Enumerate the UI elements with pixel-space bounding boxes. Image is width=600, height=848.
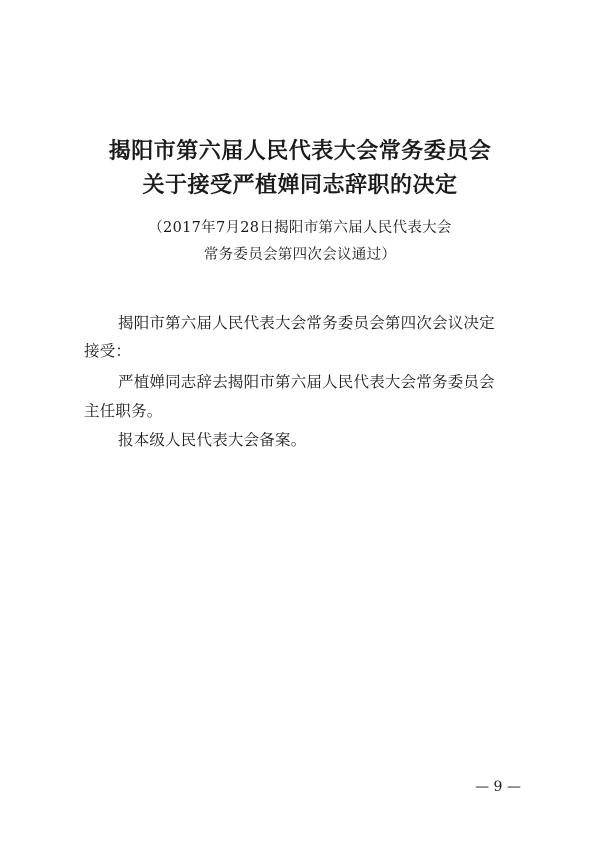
page-number: — 9 — bbox=[475, 779, 521, 795]
document-title-line-2: 关于接受严植婵同志辞职的决定 bbox=[142, 172, 458, 198]
adoption-note-line-1: （2017年7月28日揭阳市第六届人民代表大会 bbox=[148, 220, 452, 236]
paragraph-1-line-1: 揭阳市第六届人民代表大会常务委员会第四次会议决定 bbox=[118, 314, 495, 332]
paragraph-1-line-2: 接受： bbox=[84, 342, 132, 360]
paragraph-2-line-1: 严植婵同志辞去揭阳市第六届人民代表大会常务委员会 bbox=[118, 373, 495, 391]
paragraph-2-line-2: 主任职务。 bbox=[84, 402, 163, 420]
paragraph-3: 报本级人民代表大会备案。 bbox=[118, 431, 307, 449]
document-title-line-1: 揭阳市第六届人民代表大会常务委员会 bbox=[108, 138, 492, 164]
adoption-note-line-2: 常务委员会第四次会议通过） bbox=[203, 247, 397, 263]
